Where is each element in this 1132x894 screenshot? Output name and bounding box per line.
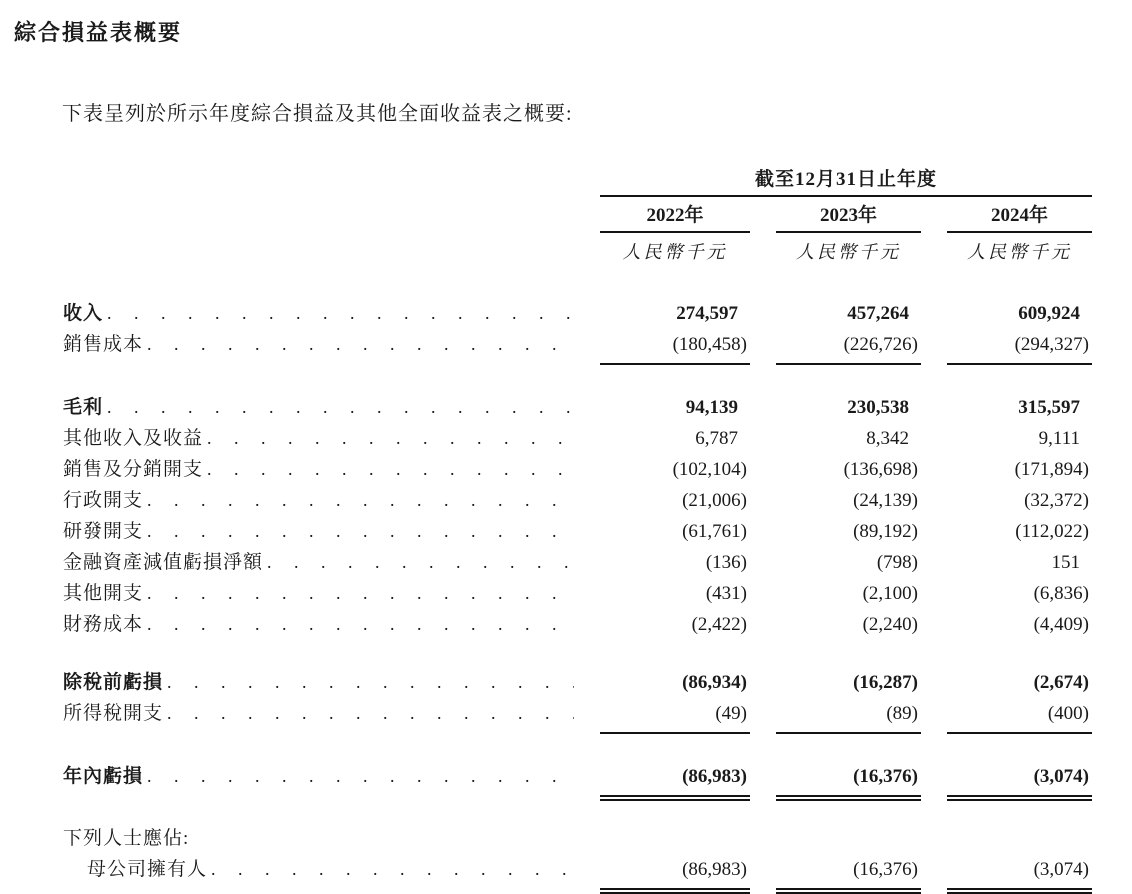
value-2023: (2,100) xyxy=(862,583,918,604)
table-header-period-row xyxy=(55,164,1092,197)
value-2023: (16,287) xyxy=(853,672,918,693)
value-2022: 6,787 xyxy=(695,428,738,449)
value-2023: (24,139) xyxy=(853,490,918,511)
row-label: 所得稅開支 xyxy=(63,703,164,724)
intro-text: 下表呈列於所示年度綜合損益及其他全面收益表之概要: xyxy=(62,103,573,125)
dot-leader xyxy=(207,854,574,885)
value-2022: (86,983) xyxy=(600,855,750,890)
column-header-2024: 2024年 xyxy=(947,200,1092,233)
table-row-loss-before-tax xyxy=(55,667,1092,698)
table-row-finance-costs xyxy=(55,609,1092,640)
value-2024: 315,597 xyxy=(1018,397,1080,418)
value-2022: (21,006) xyxy=(682,490,747,511)
table-row-other-expenses xyxy=(55,578,1092,609)
row-label: 年內虧損 xyxy=(63,766,144,787)
value-2022: (180,458) xyxy=(600,330,750,365)
value-2023: 457,264 xyxy=(847,303,909,324)
value-2023: (16,376) xyxy=(776,855,921,890)
value-2024: (6,836) xyxy=(1033,583,1089,604)
table-row-selling-expenses xyxy=(55,454,1092,485)
dot-leader xyxy=(163,667,574,698)
value-2022: (102,104) xyxy=(672,459,747,480)
value-2023: (226,726) xyxy=(776,330,921,365)
table-row-loss-for-year xyxy=(55,761,1092,797)
dot-leader xyxy=(163,698,574,729)
dot-leader xyxy=(203,423,574,454)
row-label: 其他開支 xyxy=(63,583,144,604)
value-2024: (400) xyxy=(947,699,1092,734)
page-title: 綜合損益表概要 xyxy=(14,20,183,45)
value-2023: (16,376) xyxy=(776,762,921,797)
row-label: 研發開支 xyxy=(63,521,144,542)
table-row-owners-of-parent xyxy=(55,854,1092,890)
row-label: 下列人士應佔: xyxy=(63,828,190,849)
row-label: 財務成本 xyxy=(63,614,144,635)
value-2024: (4,409) xyxy=(1033,614,1089,635)
value-2024: (32,372) xyxy=(1024,490,1089,511)
dot-leader xyxy=(143,578,574,609)
unit-label: 人民幣千元 xyxy=(796,242,901,262)
dot-leader xyxy=(143,485,574,516)
value-2022: (61,761) xyxy=(682,521,747,542)
value-2022: (86,983) xyxy=(600,762,750,797)
table-row-cost-of-sales xyxy=(55,329,1092,365)
row-label: 收入 xyxy=(63,303,104,324)
value-2023: (798) xyxy=(876,552,918,573)
table-header-unit-row xyxy=(55,238,1092,264)
income-statement-table xyxy=(55,164,1092,890)
row-label: 金融資產減值虧損淨額 xyxy=(63,552,264,573)
table-row-rd-expenses xyxy=(55,516,1092,547)
column-header-2023: 2023年 xyxy=(776,200,921,233)
value-2023: (89) xyxy=(776,699,921,734)
row-label: 除稅前虧損 xyxy=(63,672,164,693)
dot-leader xyxy=(263,547,574,578)
row-label: 母公司擁有人 xyxy=(87,859,208,880)
row-label: 行政開支 xyxy=(63,490,144,511)
dot-leader xyxy=(143,329,574,360)
value-2022: (86,934) xyxy=(682,672,747,693)
value-2022: (431) xyxy=(705,583,747,604)
column-header-2022: 2022年 xyxy=(600,200,750,233)
dot-leader xyxy=(103,392,574,423)
dot-leader xyxy=(143,761,574,792)
table-row-impairment-losses xyxy=(55,547,1092,578)
table-header-years-row xyxy=(55,200,1092,233)
row-label: 其他收入及收益 xyxy=(63,428,204,449)
dot-leader xyxy=(103,298,574,329)
value-2022: (136) xyxy=(705,552,747,573)
value-2022: 94,139 xyxy=(685,397,738,418)
unit-label: 人民幣千元 xyxy=(622,242,728,262)
dot-leader xyxy=(143,516,574,547)
table-row-income-tax-expense xyxy=(55,698,1092,734)
table-row-attributable-heading xyxy=(55,824,1092,854)
value-2023: (89,192) xyxy=(853,521,918,542)
value-2024: 9,111 xyxy=(1038,428,1080,449)
table-row-admin-expenses xyxy=(55,485,1092,516)
value-2024: (171,894) xyxy=(1014,459,1089,480)
value-2023: 230,538 xyxy=(847,397,909,418)
dot-leader xyxy=(143,609,574,640)
value-2022: 274,597 xyxy=(676,303,738,324)
period-header: 截至12月31日止年度 xyxy=(600,164,1092,197)
value-2024: (112,022) xyxy=(1015,521,1089,542)
table-row-other-income xyxy=(55,423,1092,454)
value-2022: (49) xyxy=(600,699,750,734)
table-row-gross-profit xyxy=(55,392,1092,423)
value-2024: 609,924 xyxy=(1018,303,1080,324)
value-2023: (2,240) xyxy=(862,614,918,635)
value-2023: 8,342 xyxy=(866,428,909,449)
row-label: 毛利 xyxy=(63,397,104,418)
row-label: 銷售及分銷開支 xyxy=(63,459,204,480)
value-2024: 151 xyxy=(1051,552,1080,573)
value-2024: (3,074) xyxy=(947,762,1092,797)
row-label: 銷售成本 xyxy=(63,334,144,355)
value-2024: (2,674) xyxy=(1033,672,1089,693)
table-row-revenue xyxy=(55,298,1092,329)
value-2024: (3,074) xyxy=(947,855,1092,890)
unit-label: 人民幣千元 xyxy=(967,242,1072,262)
value-2023: (136,698) xyxy=(843,459,918,480)
value-2022: (2,422) xyxy=(691,614,747,635)
dot-leader xyxy=(203,454,574,485)
value-2024: (294,327) xyxy=(947,330,1092,365)
